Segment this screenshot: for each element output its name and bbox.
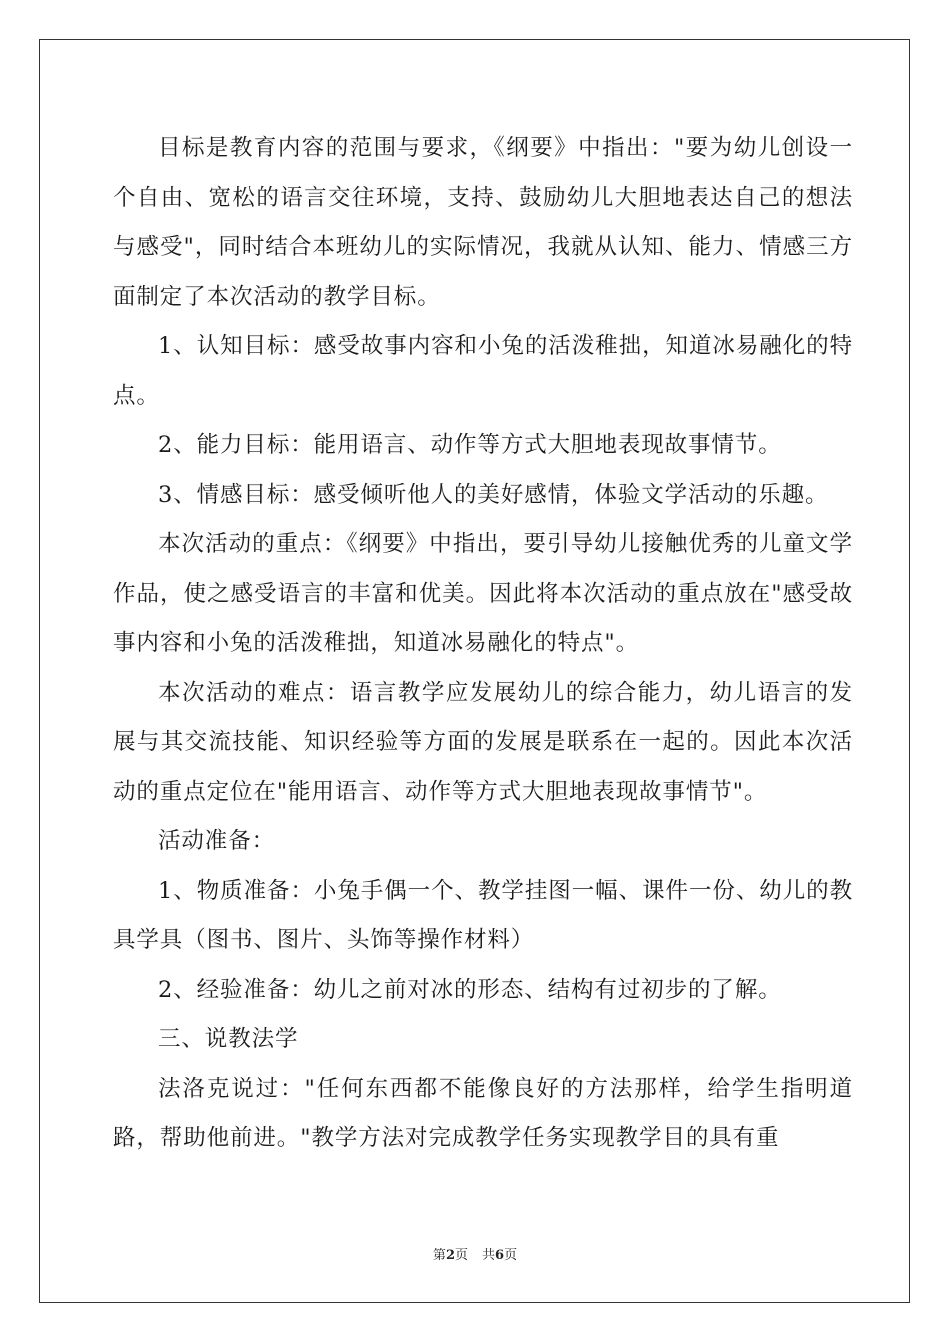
document-body [113,124,853,1164]
paragraph-method-quote: 法洛克说过："任何东西都不能像良好的方法那样，给学生指明道路，帮助他前进。"教学方法对完成教学任务实现教学目的具有重 [113,1075,853,1151]
paragraph-preparation-heading: 活动准备： [158,828,276,854]
paragraph-difficult-point: 本次活动的难点：语言教学应发展幼儿的综合能力，幼儿语言的发展与其交流技能、知识经验等方面的发展是联系在一起的。因此本次活动的重点定位在"能用语言、动作等方式大胆地表现故事情节"。 [113,679,853,805]
page-footer [0,1244,950,1263]
paragraph-material-preparation: 1、物质准备：小兔手偶一个、教学挂图一幅、课件一份、幼儿的教具学具（图书、图片、头饰等操作材料） [113,877,853,953]
paragraph-experience-preparation: 2、经验准备：幼儿之前对冰的形态、结构有过初步的了解。 [158,976,782,1003]
paragraph-emotion-goal: 3、情感目标：感受倾听他人的美好感情，体验文学活动的乐趣。 [158,481,829,508]
paragraph-ability-goal: 2、能力目标：能用语言、动作等方式大胆地表现故事情节。 [158,432,782,458]
section-heading-teaching-methods: 三、说教法学 [158,1026,299,1052]
total-suffix: 页 [504,1248,518,1263]
paragraph-key-point: 本次活动的重点：《纲要》中指出，要引导幼儿接触优秀的儿童文学作品，使之感受语言的丰富和优美。因此将本次活动的重点放在"感受故事内容和小兔的活泼稚拙，知道冰易融化的特点"。 [113,531,853,656]
total-prefix: 共 [482,1248,496,1263]
current-page-number: 2 [445,1248,455,1263]
page-suffix: 页 [454,1248,468,1263]
page-prefix: 第 [432,1248,446,1263]
total-page-number: 6 [495,1248,505,1263]
paragraph-cognitive-goal: 1、认知目标：感受故事内容和小兔的活泼稚拙，知道冰易融化的特点。 [113,333,853,409]
paragraph-objectives-intro: 目标是教育内容的范围与要求，《纲要》中指出："要为幼儿创设一个自由、宽松的语言交往环境，支持、鼓励幼儿大胆地表达自己的想法与感受"，同时结合本班幼儿的实际情况，我就从认知、能力、情感三方面制定了本次活动的教学目标。 [113,135,853,310]
